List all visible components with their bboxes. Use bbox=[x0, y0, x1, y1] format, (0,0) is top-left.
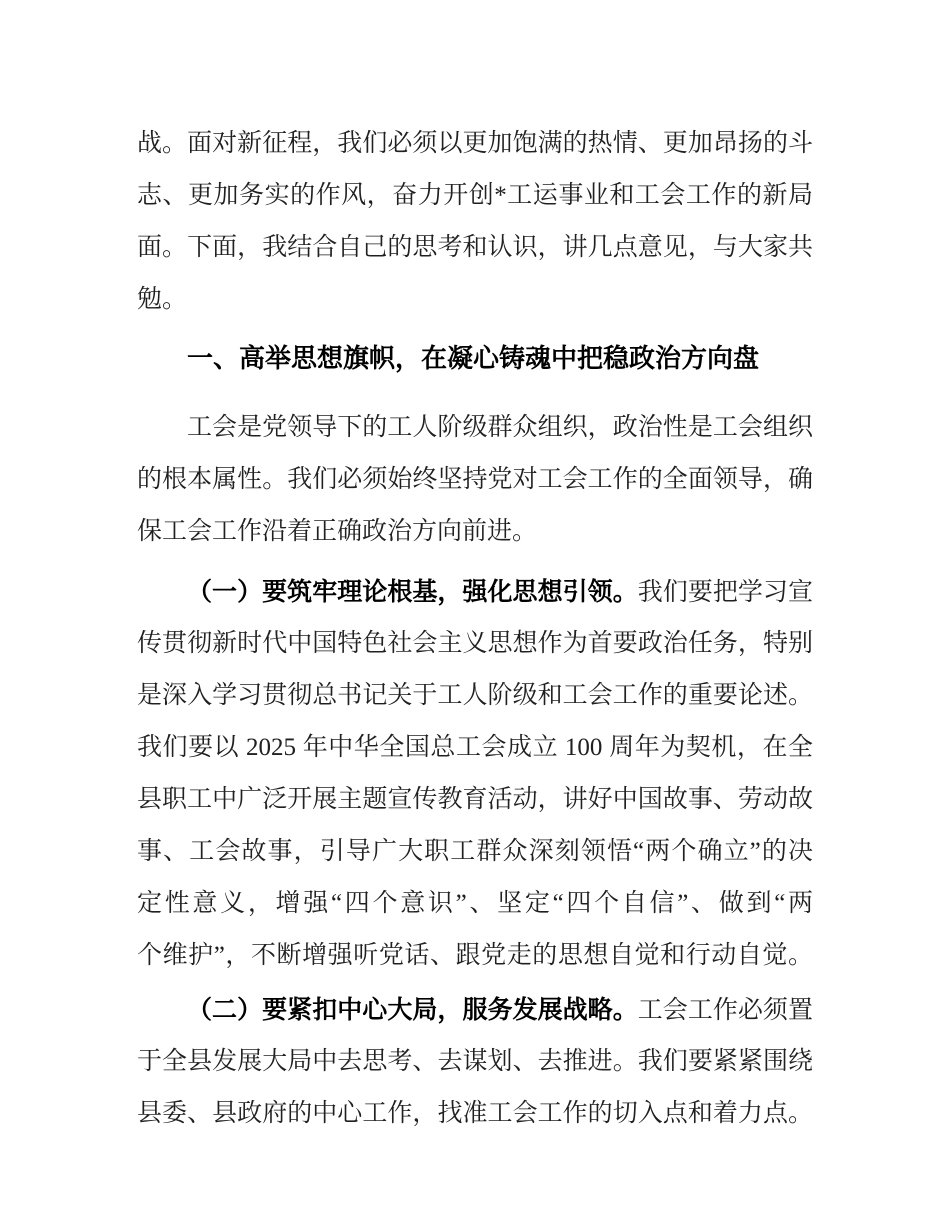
paragraph bbox=[137, 402, 813, 558]
text-line bbox=[137, 774, 813, 826]
text-run: 我们要把学习宣 bbox=[637, 579, 813, 606]
text-line bbox=[137, 722, 813, 774]
text-line bbox=[137, 274, 813, 326]
text-run: 县委、县政府的中心工作，找准工会工作的切入点和着力点。 bbox=[137, 1100, 813, 1127]
paragraph bbox=[137, 984, 813, 1140]
text-run: 战。面对新征程，我们必须以更加饱满的热情、更加昂扬的斗 bbox=[137, 130, 813, 157]
text-run: 工会工作必须置 bbox=[637, 997, 813, 1024]
text-line bbox=[137, 930, 813, 982]
text-run: 于全县发展大局中去思考、去谋划、去推进。我们要紧紧围绕 bbox=[137, 1048, 813, 1075]
text-line bbox=[137, 454, 813, 506]
text-run: 个维护”，不断增强听党话、跟党走的思想自觉和行动自觉。 bbox=[137, 942, 813, 969]
text-run: 我们要以 2025 年中华全国总工会成立 100 周年为契机，在全 bbox=[137, 734, 813, 761]
text-run: 面。下面，我结合自己的思考和认识，讲几点意见，与大家共 bbox=[137, 234, 813, 261]
text-line bbox=[137, 118, 813, 170]
text-line bbox=[137, 506, 813, 558]
text-line bbox=[137, 618, 813, 670]
text-run: 的根本属性。我们必须始终坚持党对工会工作的全面领导，确 bbox=[137, 466, 813, 493]
text-run: 传贯彻新时代中国特色社会主义思想作为首要政治任务，特别 bbox=[137, 630, 813, 657]
section-heading bbox=[137, 332, 813, 384]
text-run: 是深入学习贯彻总书记关于工人阶级和工会工作的重要论述。 bbox=[137, 682, 813, 709]
text-run: 工会是党领导下的工人阶级群众组织，政治性是工会组织 bbox=[187, 414, 813, 441]
bold-text-run: 一、高举思想旗帜，在凝心铸魂中把稳政治方向盘 bbox=[187, 343, 760, 373]
text-run: 定性意义，增强“四个意识”、坚定“四个自信”、做到“两 bbox=[137, 890, 813, 917]
bold-text-run: （二）要紧扣中心大局，服务发展战略。 bbox=[187, 996, 638, 1024]
text-line bbox=[137, 1088, 813, 1140]
bold-text-run: （一）要筑牢理论根基，强化思想引领。 bbox=[187, 578, 638, 606]
text-line bbox=[137, 826, 813, 878]
text-line bbox=[137, 1036, 813, 1088]
text-line bbox=[137, 670, 813, 722]
text-line bbox=[137, 332, 813, 384]
document-body bbox=[137, 118, 813, 1140]
text-run: 县职工中广泛开展主题宣传教育活动，讲好中国故事、劳动故 bbox=[137, 786, 813, 813]
text-line bbox=[137, 984, 813, 1036]
text-run: 事、工会故事，引导广大职工群众深刻领悟“两个确立”的决 bbox=[137, 838, 813, 865]
text-run: 保工会工作沿着正确政治方向前进。 bbox=[137, 518, 538, 545]
text-line bbox=[137, 878, 813, 930]
text-line bbox=[137, 402, 813, 454]
text-line bbox=[137, 222, 813, 274]
text-run: 志、更加务实的作风，奋力开创*工运事业和工会工作的新局 bbox=[137, 182, 813, 209]
text-line bbox=[137, 566, 813, 618]
paragraph bbox=[137, 566, 813, 982]
text-run: 勉。 bbox=[137, 286, 188, 313]
text-line bbox=[137, 170, 813, 222]
paragraph bbox=[137, 118, 813, 326]
